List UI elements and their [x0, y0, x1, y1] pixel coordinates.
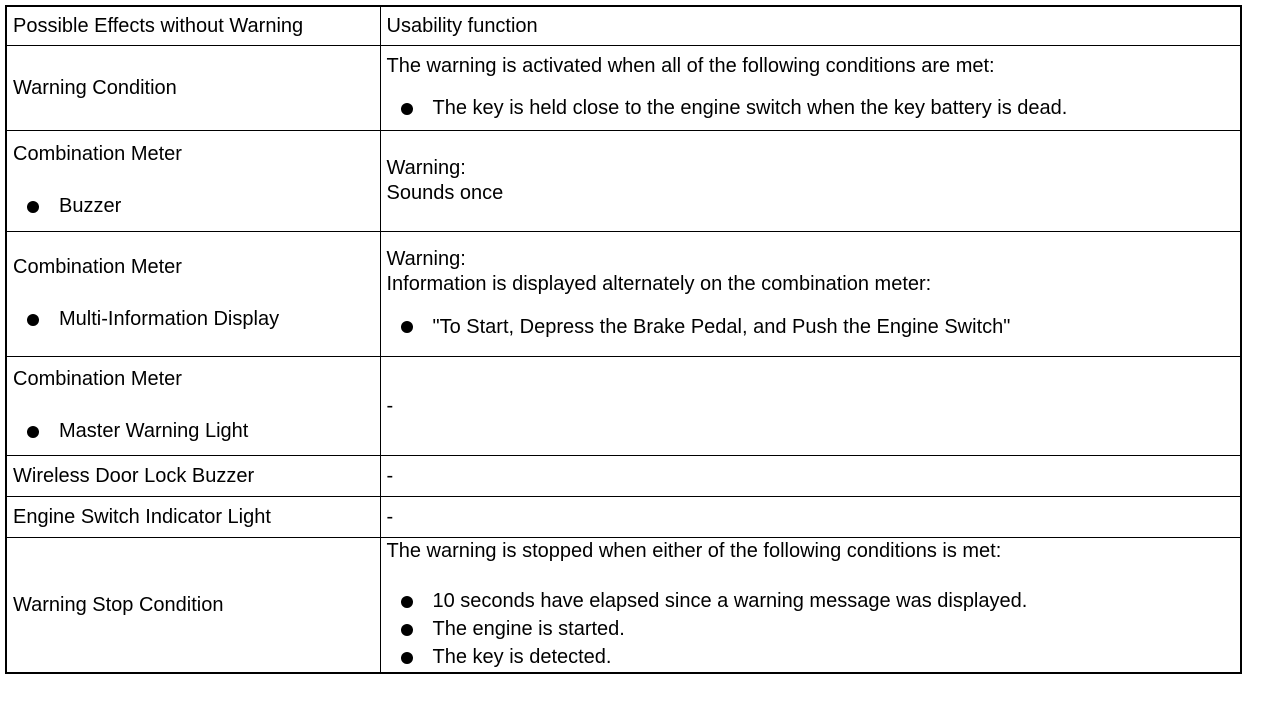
multi-info-warning-label: Warning:: [386, 248, 466, 270]
bullet-icon: [401, 321, 413, 333]
table-row-door-lock-buzzer: [6, 456, 1241, 497]
stop-condition-list: [387, 588, 1235, 672]
header-cell-effects: Possible Effects without Warning: [6, 6, 380, 46]
list-item: [13, 418, 374, 446]
table-header-row: [6, 6, 1241, 46]
table-row-master-warning-light: [6, 357, 1241, 456]
table-row-warning-stop-condition: [6, 538, 1241, 674]
multi-info-list: [387, 313, 1235, 341]
list-item-text: The engine is started.: [432, 618, 625, 640]
bullet-icon: [401, 652, 413, 664]
master-light-sub-list: [13, 418, 374, 446]
warning-condition-label: Warning Condition: [6, 46, 380, 131]
multi-info-sub-item: Multi-Information Display: [59, 308, 280, 330]
master-light-row-label: Combination Meter: [13, 367, 182, 390]
bullet-icon: [401, 596, 413, 608]
buzzer-row-label: Combination Meter: [13, 142, 182, 165]
bullet-icon: [27, 426, 39, 438]
warning-condition-list: [387, 95, 1235, 123]
engine-light-value: -: [380, 497, 1241, 538]
multi-info-row-label: Combination Meter: [13, 255, 182, 278]
door-lock-label: Wireless Door Lock Buzzer: [6, 456, 380, 497]
bullet-icon: [27, 314, 39, 326]
buzzer-warning-label: Warning:: [386, 157, 466, 179]
list-item: [387, 313, 1235, 341]
list-item-text: The key is held close to the engine switch when the key battery is dead.: [432, 97, 1068, 119]
list-item-text: "To Start, Depress the Brake Pedal, and Push the Engine Switch": [432, 315, 1011, 338]
list-item: [387, 644, 1235, 672]
table-row-engine-switch-light: [6, 497, 1241, 538]
bullet-icon: [401, 103, 413, 115]
multi-info-sub-list: [13, 306, 374, 334]
multi-info-text: Information is displayed alternately on the combination meter:: [386, 273, 932, 295]
table-row-multi-information: [6, 232, 1241, 357]
buzzer-text: Sounds once: [386, 182, 504, 204]
stop-condition-cell: [380, 538, 1241, 674]
stop-condition-intro: The warning is stopped when either of the following conditions is met:: [386, 539, 1002, 562]
master-light-label-cell: [6, 357, 380, 456]
list-item: [387, 588, 1235, 616]
list-item: [387, 616, 1235, 644]
buzzer-sub-item: Buzzer: [59, 195, 122, 217]
list-item: [387, 95, 1235, 123]
stop-condition-label: Warning Stop Condition: [6, 538, 380, 674]
table-row-buzzer: [6, 131, 1241, 232]
master-light-value: -: [380, 357, 1241, 456]
buzzer-sub-list: [13, 193, 374, 221]
bullet-icon: [27, 201, 39, 213]
engine-light-label: Engine Switch Indicator Light: [6, 497, 380, 538]
table-row-warning-condition: [6, 46, 1241, 131]
list-item-text: The key is detected.: [432, 646, 612, 668]
master-light-sub-item: Master Warning Light: [59, 420, 249, 442]
buzzer-value-cell: [380, 131, 1241, 232]
warning-table: [5, 5, 1242, 674]
list-item-text: 10 seconds have elapsed since a warning message was displayed.: [432, 590, 1028, 612]
multi-info-value-cell: [380, 232, 1241, 357]
door-lock-value: -: [380, 456, 1241, 497]
warning-condition-cell: [380, 46, 1241, 131]
buzzer-label-cell: [6, 131, 380, 232]
bullet-icon: [401, 624, 413, 636]
list-item: [13, 306, 374, 334]
header-cell-usability: Usability function: [380, 6, 1241, 46]
warning-condition-intro: The warning is activated when all of the following conditions are met:: [386, 54, 995, 77]
list-item: [13, 193, 374, 221]
multi-info-label-cell: [6, 232, 380, 357]
